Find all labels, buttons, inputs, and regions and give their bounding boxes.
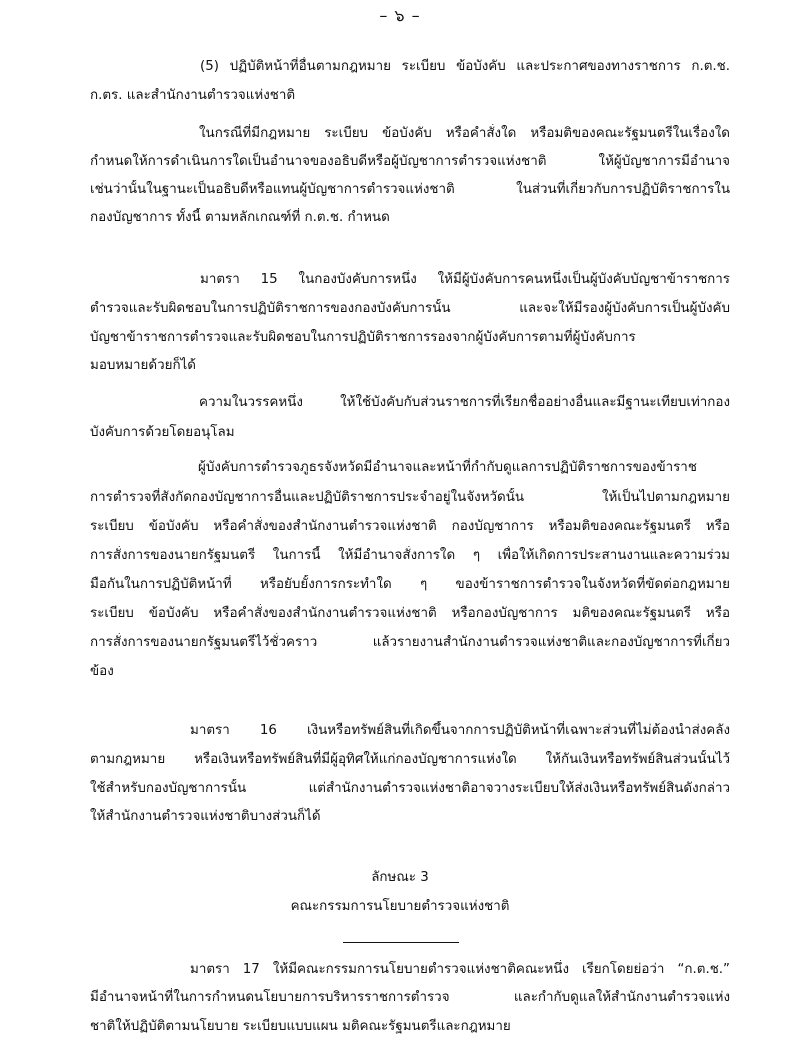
paragraph-2-line-4: กองบัญชาการ ทั้งนี้ ตามหลักเกณฑ์ที่ ก.ต.ช. กำหนด — [90, 210, 390, 225]
paragraph-5-line-8: ข้อง — [90, 664, 114, 679]
paragraph-5-line-1: ผู้บังคับการตำรวจภูธรจังหวัดมีอำนาจและหน้าที่กำกับดูแลการปฏิบัติราชการของข้าราช — [198, 460, 697, 475]
section-15-line-1: มาตรา 15 ในกองบังคับการหนึ่ง ให้มีผู้บังคับการคนหนึ่งเป็นผู้บังคับบัญชาข้าราชการ — [200, 272, 730, 287]
paragraph-4-line-1: ความในวรรคหนึ่ง ให้ใช้บังคับกับส่วนราชการที่เรียกชื่ออย่างอื่นและมีฐานะเทียบเท่ากอง — [199, 395, 730, 410]
paragraph-5-line-7: การสั่งการของนายกรัฐมนตรีไว้ชั่วคราว แล้วรายงานสำนักงานตำรวจแห่งชาติและกองบัญชาการที่เกี่ยว — [90, 635, 730, 650]
section-15-line-4: มอบหมายด้วยก็ได้ — [90, 358, 196, 373]
paragraph-1-line-2: ก.ตร. และสำนักงานตำรวจแห่งชาติ — [90, 88, 296, 103]
paragraph-5-line-3: ระเบียบ ข้อบังคับ หรือคำสั่งของสำนักงานตำรวจแห่งชาติ กองบัญชาการ หรือมติของคณะรัฐมนตรี หรือ — [90, 519, 730, 534]
paragraph-2-line-3: เช่นว่านั้นในฐานะเป็นอธิบดีหรือแทนผู้บัญชาการตำรวจแห่งชาติ ในส่วนที่เกี่ยวกับการปฏิบัติราชการใน — [90, 182, 730, 197]
section-15-line-2: ตำรวจและรับผิดชอบในการปฏิบัติราชการของกองบังคับการนั้น และจะให้มีรองผู้บังคับการเป็นผู้บังคับ — [90, 301, 730, 316]
paragraph-5-line-5: มือกันในการปฏิบัติหน้าที่ หรือยับยั้งการกระทำใด ๆ ของข้าราชการตำรวจในจังหวัดที่ขัดต่อกฎหมาย — [90, 577, 730, 592]
section-17-line-1: มาตรา 17 ให้มีคณะกรรมการนโยบายตำรวจแห่งชาติคณะหนึ่ง เรียกโดยย่อว่า “ก.ต.ช.” — [190, 962, 730, 977]
section-16-line-4: ให้สำนักงานตำรวจแห่งชาติบางส่วนก็ได้ — [90, 809, 321, 824]
section-15-line-3: บัญชาข้าราชการตำรวจและรับผิดชอบในการปฏิบัติราชการรองจากผู้บังคับการตามที่ผู้บังคับการ — [90, 330, 636, 345]
page-number: – ๖ – — [379, 6, 421, 25]
paragraph-4-line-2: บังคับการด้วยโดยอนุโลม — [90, 425, 235, 440]
section-17-line-2: มีอำนาจหน้าที่ในการกำหนดนโยบายการบริหารราชการตำรวจ และกำกับดูแลให้สำนักงานตำรวจแห่ง — [90, 990, 730, 1005]
paragraph-5-line-2: การตำรวจที่สังกัดกองบัญชาการอื่นและปฏิบัติราชการประจำอยู่ในจังหวัดนั้น ให้เป็นไปตามกฎหมาย — [90, 490, 730, 505]
paragraph-5-line-4: การสั่งการของนายกรัฐมนตรี ในการนี้ ให้มีอำนาจสั่งการใด ๆ เพื่อให้เกิดการประสานงานและความร่วม — [90, 548, 730, 563]
section-16-line-2: ตามกฎหมาย หรือเงินหรือทรัพย์สินที่มีผู้อุทิศให้แก่กองบัญชาการแห่งใด ให้กันเงินหรือทรัพย์สินส่วนนั้นไว้ — [90, 752, 730, 767]
chapter-divider — [343, 942, 459, 943]
paragraph-2-line-1: ในกรณีที่มีกฎหมาย ระเบียบ ข้อบังคับ หรือคำสั่งใด หรือมติของคณะรัฐมนตรีในเรื่องใด — [199, 126, 730, 141]
chapter-number: ลักษณะ 3 — [371, 870, 429, 885]
section-16-line-3: ใช้สำหรับกองบัญชาการนั้น แต่สำนักงานตำรวจแห่งชาติอาจวางระเบียบให้ส่งเงินหรือทรัพย์สินดังกล่าว — [90, 781, 730, 796]
paragraph-5-line-6: ระเบียบ ข้อบังคับ หรือคำสั่งของสำนักงานตำรวจแห่งชาติ หรือกองบัญชาการ มติของคณะรัฐมนตรี หรือ — [90, 606, 730, 621]
paragraph-2-line-2: กำหนดให้การดำเนินการใดเป็นอำนาจของอธิบดีหรือผู้บัญชาการตำรวจแห่งชาติ ให้ผู้บัญชาการมีอำนาจ — [90, 154, 730, 169]
section-17-line-3: ชาติให้ปฏิบัติตามนโยบาย ระเบียบแบบแผน มติคณะรัฐมนตรีและกฎหมาย — [90, 1019, 511, 1034]
section-16-line-1: มาตรา 16 เงินหรือทรัพย์สินที่เกิดขึ้นจากการปฏิบัติหน้าที่เฉพาะส่วนที่ไม่ต้องนำส่งคลัง — [190, 723, 730, 738]
chapter-title: คณะกรรมการนโยบายตำรวจแห่งชาติ — [290, 899, 510, 914]
paragraph-1-line-1: (5) ปฏิบัติหน้าที่อื่นตามกฎหมาย ระเบียบ ข้อบังคับ และประกาศของทางราชการ ก.ต.ช. — [200, 59, 730, 74]
